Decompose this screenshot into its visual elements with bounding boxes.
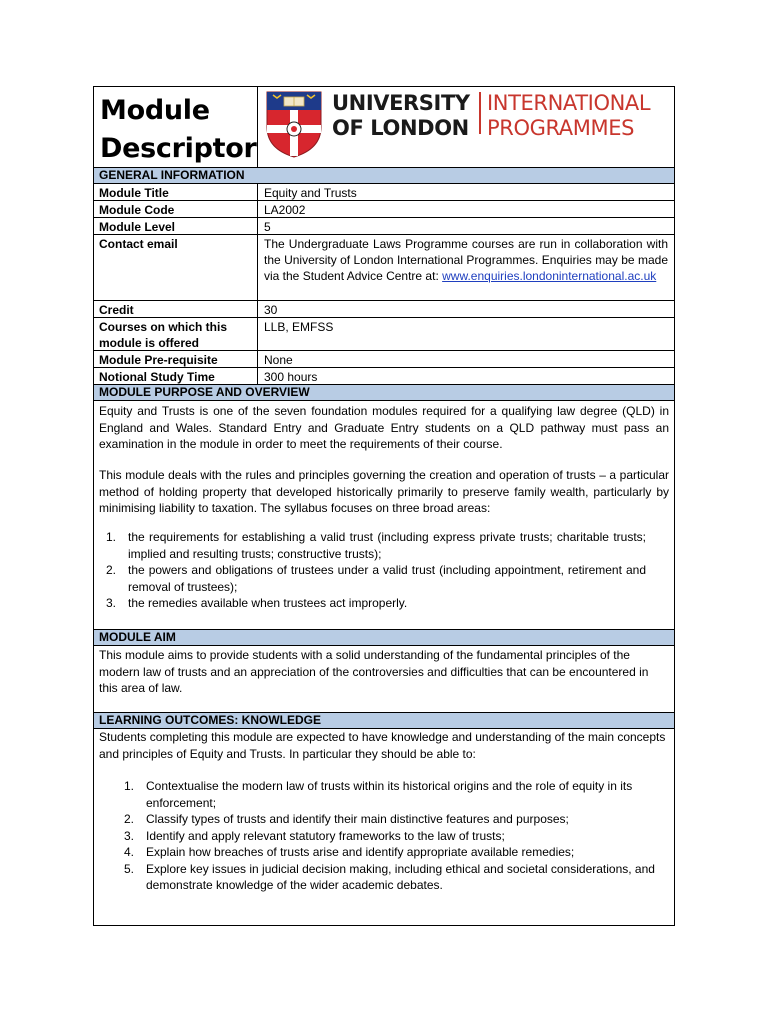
row-label: Module Code: [99, 203, 175, 217]
logo-international-line1: INTERNATIONAL: [487, 91, 651, 115]
logo-university-line1: UNIVERSITY: [332, 91, 470, 115]
table-row: [94, 351, 674, 368]
title-line-1: Module: [100, 95, 210, 126]
logo-text-university: [332, 91, 470, 141]
table-row: [94, 368, 674, 384]
list-number: 5.: [124, 861, 135, 876]
list-text: the requirements for establishing a valid trust (including express private trusts; charitable trusts; implied and resulting trusts; constructive trusts);: [128, 530, 646, 561]
list-number: 4.: [124, 845, 135, 859]
title-line-2: Descriptor: [100, 133, 257, 164]
list-number: 3.: [124, 828, 135, 843]
purpose-list: [106, 529, 646, 612]
row-value: LA2002: [264, 203, 306, 217]
purpose-paragraph-1: Equity and Trusts is one of the seven foundation modules required for a qualifying law degree (QLD) in England and Wales. Standard Entry and Graduate Entry students on a QLD pathway must pass an examination in the module in order to meet the requirements of their course.: [99, 404, 669, 451]
document-header: [94, 87, 674, 167]
list-item: [106, 562, 646, 595]
row-label: Courses on which this module is offered: [99, 320, 228, 350]
contact-text: The Undergraduate Laws Programme courses are run in collaboration with the University of London International Programmes. Enquiries may be made via the Student Advice Centre at:: [264, 237, 668, 283]
list-text: the powers and obligations of trustees under a valid trust (including appointment, retirement and removal of trustees);: [128, 563, 646, 594]
logo-text-international: [487, 91, 650, 141]
row-label: Contact email: [99, 237, 178, 251]
logo-university-line2: OF LONDON: [332, 116, 469, 140]
table-row: [94, 218, 674, 235]
list-text: Contextualise the modern law of trusts within its historical origins and the role of equity in its enforcement;: [146, 779, 633, 810]
outcomes-heading: LEARNING OUTCOMES: KNOWLEDGE: [94, 712, 674, 729]
row-value: 300 hours: [264, 370, 318, 384]
row-label: Credit: [99, 303, 134, 317]
list-number: 1.: [124, 779, 135, 793]
list-text: the remedies available when trustees act improperly.: [128, 596, 408, 610]
list-number: 1.: [106, 530, 117, 544]
list-text: Explain how breaches of trusts arise and identify appropriate available remedies;: [146, 845, 575, 859]
list-item: [124, 778, 669, 811]
row-value: 5: [264, 220, 271, 234]
table-row: [94, 235, 674, 301]
contact-value: [264, 236, 668, 284]
list-text: Identify and apply relevant statutory frameworks to the law of trusts;: [146, 828, 505, 843]
title-cell: [94, 87, 258, 167]
page-title: [100, 92, 256, 168]
aim-heading: MODULE AIM: [94, 629, 674, 646]
list-item: [106, 595, 646, 612]
outcomes-list: [124, 778, 669, 894]
general-information-heading: GENERAL INFORMATION: [94, 167, 674, 184]
list-number: 2.: [106, 563, 117, 577]
row-value: 30: [264, 303, 278, 317]
crest-icon: [264, 89, 324, 159]
table-row: [94, 184, 674, 201]
table-row: [94, 301, 674, 318]
row-value: Equity and Trusts: [264, 186, 357, 200]
purpose-paragraph-2: This module deals with the rules and principles governing the creation and operation of trusts – a particular method of holding property that developed historically primarily to preserve family wealth, particularly by minimising liability to taxation. The syllabus focuses on three broad areas:: [99, 468, 669, 515]
list-number: 2.: [124, 812, 135, 826]
row-value: None: [264, 353, 293, 367]
row-label: Notional Study Time: [99, 370, 215, 384]
list-item: [124, 811, 669, 828]
list-item: [124, 828, 669, 845]
table-row: [94, 201, 674, 218]
row-label: Module Level: [99, 220, 176, 234]
list-item: [124, 844, 669, 861]
list-item: [124, 861, 669, 894]
list-text: Classify types of trusts and identify their main distinctive features and purposes;: [146, 812, 569, 826]
table-row: [94, 318, 674, 351]
list-number: 3.: [106, 596, 117, 610]
list-text: Explore key issues in judicial decision making, including ethical and societal considerations, and demonstrate knowledge of the wider academic debates.: [146, 861, 655, 892]
row-label: Module Pre-requisite: [99, 353, 218, 367]
logo-divider: [479, 92, 481, 134]
outcomes-intro: Students completing this module are expected to have knowledge and understanding of the main concepts and principles of Equity and Trusts. In particular they should be able to:: [99, 730, 666, 761]
logo-international-line2: PROGRAMMES: [487, 116, 634, 140]
university-logo: [264, 89, 674, 161]
aim-text: This module aims to provide students with a solid understanding of the fundamental principles of the modern law of trusts and an appreciation of the controversies and difficulties that can be encountered in this area of law.: [99, 648, 649, 695]
row-value: LLB, EMFSS: [264, 320, 334, 334]
list-item: [106, 529, 646, 562]
row-label: Module Title: [99, 186, 169, 200]
module-descriptor-document: [93, 86, 675, 926]
enquiries-link[interactable]: www.enquiries.londoninternational.ac.uk: [442, 269, 657, 283]
purpose-heading: MODULE PURPOSE AND OVERVIEW: [94, 384, 674, 401]
